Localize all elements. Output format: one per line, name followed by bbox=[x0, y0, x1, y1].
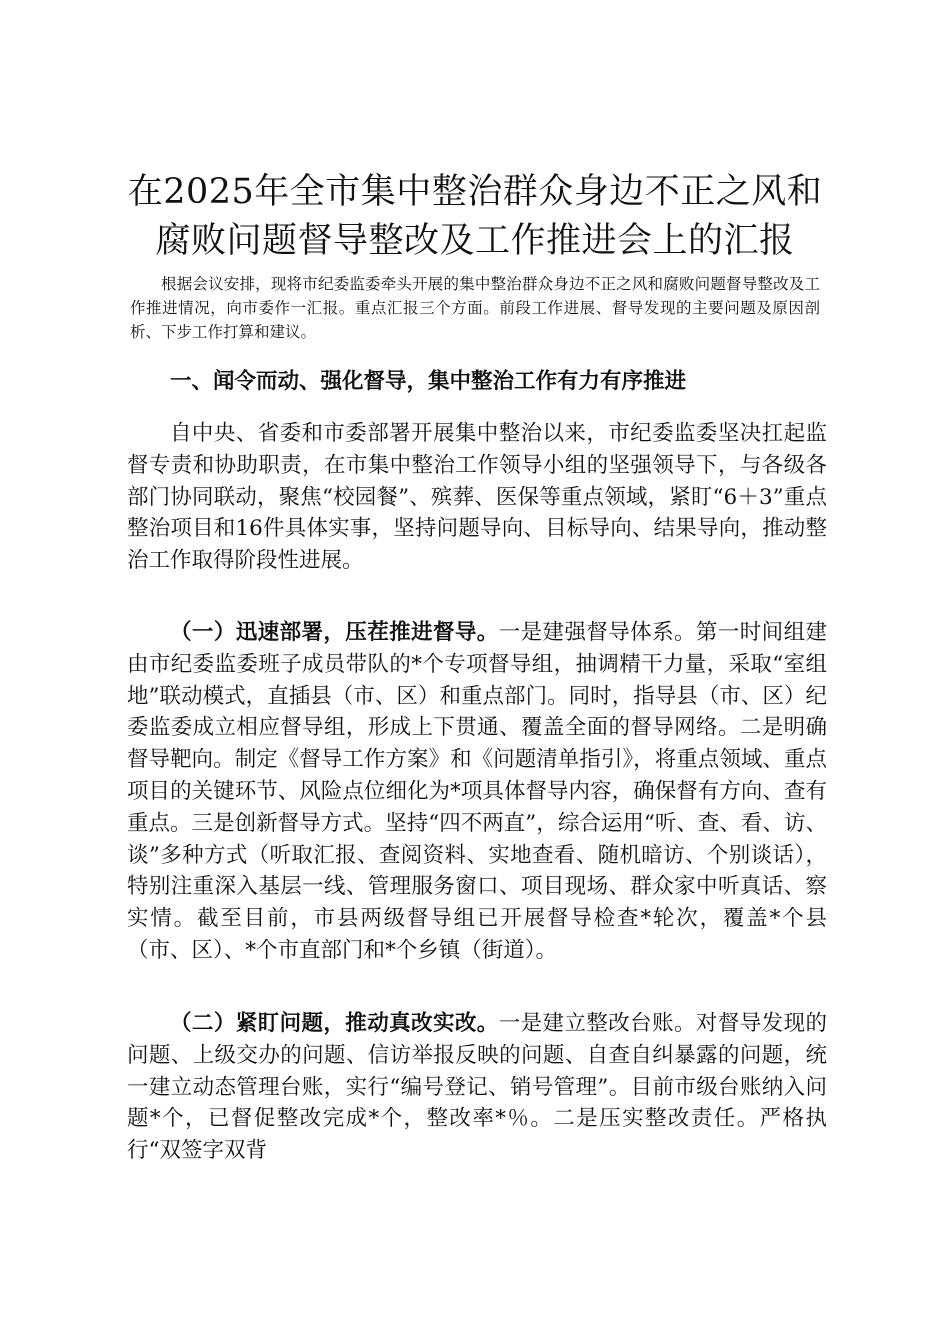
intro-paragraph: 根据会议安排，现将市纪委监委牵头开展的集中整治群众身边不正之风和腐败问题督导整改及工作推进情况，向市委作一汇报。重点汇报三个方面。前段工作进展、督导发现的主要问题及原因剖析、下步工作打算和建议。 bbox=[130, 275, 820, 341]
paragraph-lead-heading: （一）迅速部署，压茬推进督导。 bbox=[170, 620, 499, 645]
paragraph-body-text: 一是建强督导体系。第一时间组建由市纪委监委班子成员带队的*个专项督导组，抽调精干力量，采取“室组地”联动模式，直插县（市、区）和重点部门。同时，指导县（市、区）纪委监委成立相应督导组，形成上下贯通、覆盖全面的督导网络。二是明确督导靶向。制定《督导工作方案》和《问题清单指引》，将重点领域、重点项目的关键环节、风险点位细化为*项具体督导内容，确保督有方向、查有重点。三是创新督导方式。坚持“四不两直”，综合运用“听、查、看、访、谈”多种方式（听取汇报、查阅资料、实地查看、随机暗访、个别谈话），特别注重深入基层一线、管理服务窗口、项目现场、群众家中听真话、察实情。截至目前，市县两级督导组已开展督导检查*轮次，覆盖*个县（市、区）、*个市直部门和*个乡镇（街道）。 bbox=[127, 620, 827, 963]
body-paragraph-deployment bbox=[127, 617, 827, 967]
body-paragraph-rectification bbox=[127, 1008, 827, 1167]
section-heading: 一、闻令而动、强化督导，集中整治工作有力有序推进 bbox=[170, 369, 687, 394]
paragraph-lead-heading: （二）紧盯问题，推动真改实改。 bbox=[170, 1011, 499, 1036]
paragraph-body-text: 一是建立整改台账。对督导发现的问题、上级交办的问题、信访举报反映的问题、自查自纠暴露的问题，统一建立动态管理台账，实行“编号登记、销号管理”。目前市级台账纳入问题*个，已督促整改完成*个，整改率*％。二是压实整改责任。严格执行“双签字双背 bbox=[127, 1011, 827, 1164]
body-paragraph-overview: 自中央、省委和市委部署开展集中整治以来，市纪委监委坚决扛起监督专责和协助职责，在市集中整治工作领导小组的坚强领导下，与各级各部门协同联动，聚焦“校园餐”、殡葬、医保等重点领域，紧盯“6＋3”重点整治项目和16件具体实事，坚持问题导向、目标导向、结果导向，推动整治工作取得阶段性进展。 bbox=[127, 421, 827, 574]
document-title: 在2025年全市集中整治群众身边不正之风和腐败问题督导整改及工作推进会上的汇报 bbox=[127, 172, 823, 261]
